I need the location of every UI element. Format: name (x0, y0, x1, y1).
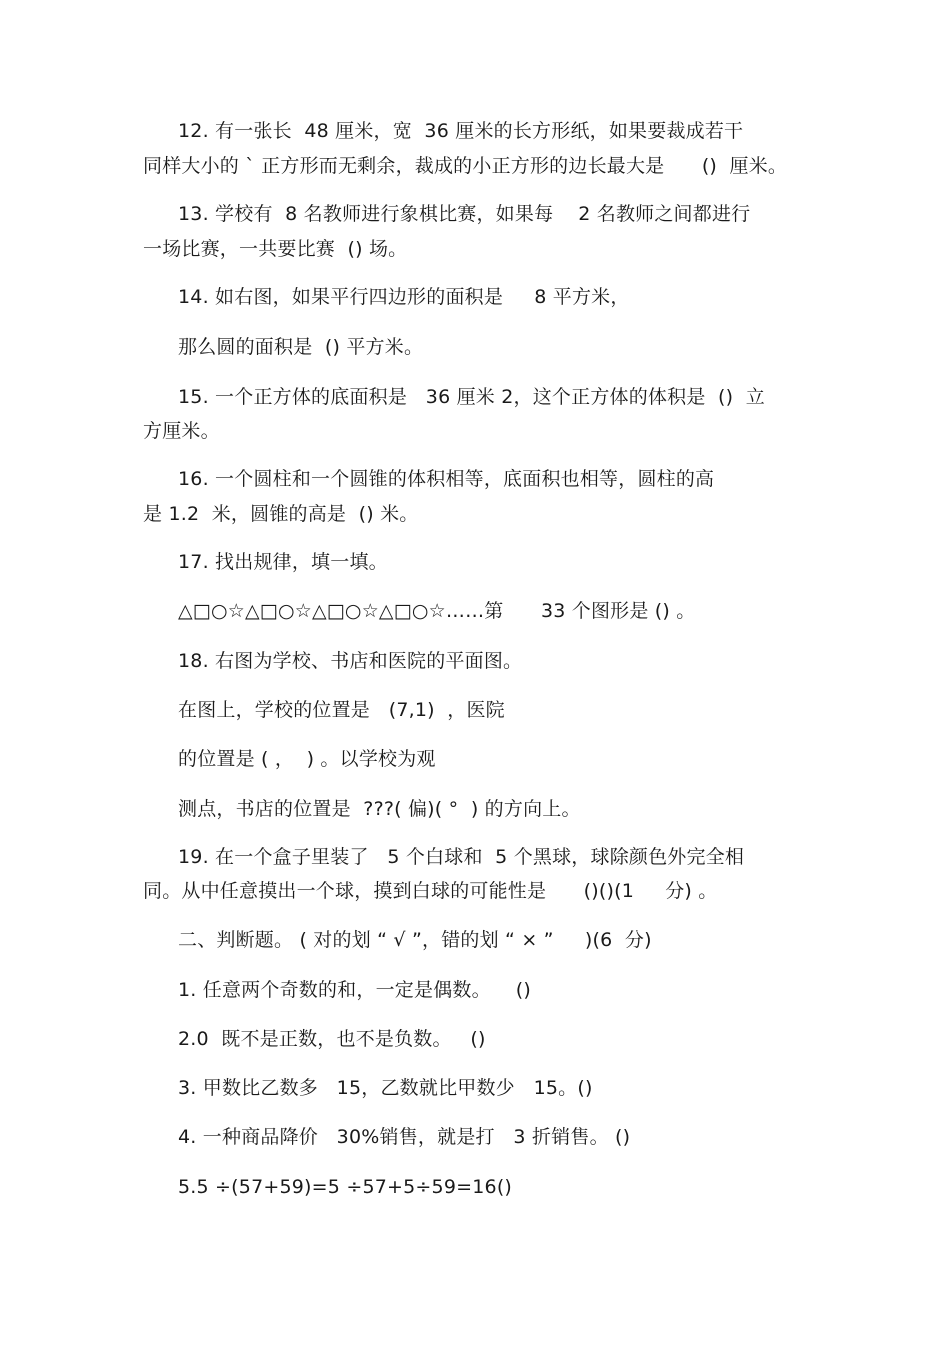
tf-item-5: 5.5 ÷(57+59)=5 ÷57+5÷59=16() (178, 1176, 513, 1198)
q19-line-2: 同。从中任意摸出一个球，摸到白球的可能性是 ()()(1 分) 。 (143, 880, 718, 902)
q18-line-4: 测点，书店的位置是 ???( 偏)( ° ) 的方向上。 (178, 798, 581, 820)
q17-line-2: △□○☆△□○☆△□○☆△□○☆……第 33 个图形是 () 。 (178, 600, 696, 622)
q18-line-3: 的位置是 ( ， ) 。以学校为观 (178, 748, 436, 770)
q13-line-1: 13. 学校有 8 名教师进行象棋比赛，如果每 2 名教师之间都进行 (178, 203, 751, 225)
q16-line-1: 16. 一个圆柱和一个圆锥的体积相等，底面积也相等，圆柱的高 (178, 468, 715, 490)
section-2-heading: 二、判断题。 ( 对的划 “ √ ”，错的划 “ × ” )(6 分) (178, 929, 652, 951)
q15-line-2: 方厘米。 (143, 420, 220, 442)
q12-line-2: 同样大小的 ` 正方形而无剩余，裁成的小正方形的边长最大是 () 厘米。 (143, 155, 788, 177)
tf-item-3: 3. 甲数比乙数多 15，乙数就比甲数少 15。() (178, 1077, 593, 1099)
q18-line-2: 在图上，学校的位置是 (7,1) ，医院 (178, 699, 505, 721)
q18-line-1: 18. 右图为学校、书店和医院的平面图。 (178, 650, 523, 672)
q12-line-1: 12. 有一张长 48 厘米，宽 36 厘米的长方形纸，如果要裁成若干 (178, 120, 744, 142)
tf-item-4: 4. 一种商品降价 30%销售，就是打 3 折销售。 () (178, 1126, 631, 1148)
q17-line-1: 17. 找出规律，填一填。 (178, 551, 388, 573)
q16-line-2: 是 1.2 米，圆锥的高是 () 米。 (143, 503, 419, 525)
q13-line-2: 一场比赛，一共要比赛 () 场。 (143, 238, 408, 260)
q19-line-1: 19. 在一个盒子里装了 5 个白球和 5 个黑球，球除颜色外完全相 (178, 846, 745, 868)
tf-item-1: 1. 任意两个奇数的和，一定是偶数。 () (178, 979, 531, 1001)
q14-line-1: 14. 如右图，如果平行四边形的面积是 8 平方米， (178, 286, 630, 308)
q15-line-1: 15. 一个正方体的底面积是 36 厘米 2，这个正方体的体积是 () 立 (178, 386, 765, 408)
tf-item-2: 2.0 既不是正数，也不是负数。 () (178, 1028, 486, 1050)
q14-line-2: 那么圆的面积是 () 平方米。 (178, 336, 424, 358)
